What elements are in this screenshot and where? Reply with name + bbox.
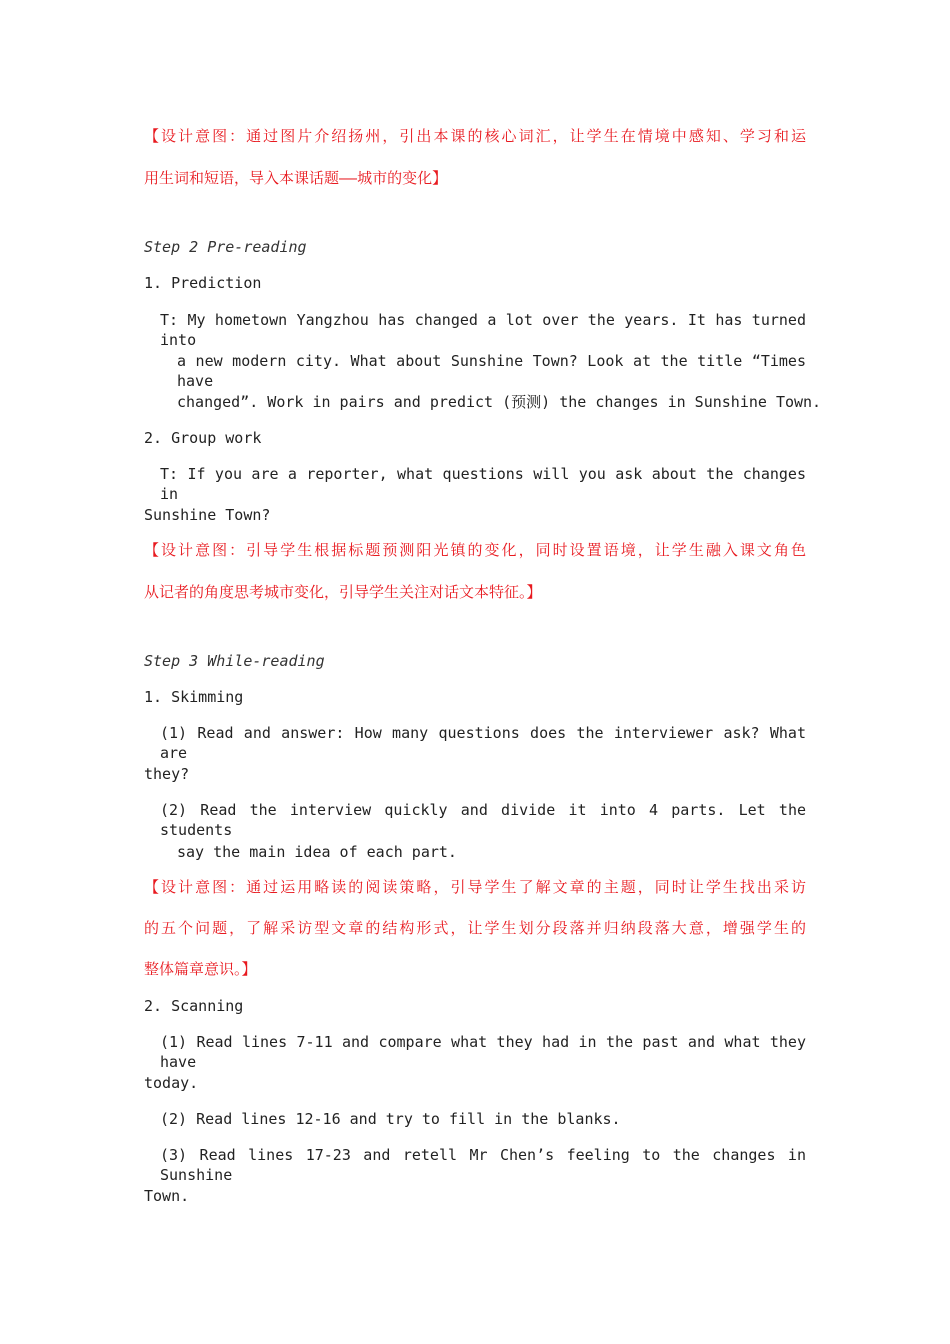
scanning-item-2: (2) Read lines 12-16 and try to fill in the blanks.	[160, 1110, 621, 1128]
scanning-item-3-line-2: Town.	[144, 1187, 190, 1205]
skimming-title: 1. Skimming	[144, 688, 244, 706]
design-intent-3-line-3: 整体篇章意识。】	[144, 960, 257, 978]
step-2-heading: Step 2 Pre-reading	[144, 238, 307, 256]
skimming-question-2-line-1: (2) Read the interview quickly and divide it into 4 parts. Let the students	[160, 801, 806, 839]
scanning-item-1-line-1: (1) Read lines 7-11 and compare what they had in the past and what they have	[160, 1033, 806, 1071]
group-work-text-line-2: Sunshine Town?	[144, 506, 271, 524]
design-intent-3-line-2: 的五个问题，了解采访型文章的结构形式，让学生划分段落并归纳段落大意，增强学生的	[144, 919, 806, 937]
design-intent-2-line-1: 【设计意图：引导学生根据标题预测阳光镇的变化，同时设置语境，让学生融入课文角色	[144, 541, 806, 559]
design-intent-1-line-2: 用生词和短语，导入本课话题——城市的变化】	[144, 169, 448, 187]
prediction-title: 1. Prediction	[144, 274, 262, 292]
skimming-question-1-line-2: they?	[144, 765, 190, 783]
prediction-text-line-2: a new modern city. What about Sunshine Town? Look at the title “Times have	[177, 352, 806, 390]
skimming-question-2-line-2: say the main idea of each part.	[177, 843, 457, 861]
prediction-text-line-1: T: My hometown Yangzhou has changed a lot over the years. It has turned into	[160, 311, 806, 349]
scanning-item-3-line-1: (3) Read lines 17-23 and retell Mr Chen’s feeling to the changes in Sunshine	[160, 1146, 806, 1184]
design-intent-3-line-1: 【设计意图：通过运用略读的阅读策略，引导学生了解文章的主题，同时让学生找出采访	[144, 878, 806, 896]
prediction-text-line-3: changed”. Work in pairs and predict (预测) the changes in Sunshine Town.	[177, 393, 822, 411]
scanning-title: 2. Scanning	[144, 997, 244, 1015]
scanning-item-1-line-2: today.	[144, 1074, 199, 1092]
skimming-question-1-line-1: (1) Read and answer: How many questions does the interviewer ask? What are	[160, 724, 806, 762]
design-intent-2-line-2: 从记者的角度思考城市变化，引导学生关注对话文本特征。】	[144, 583, 542, 601]
design-intent-1-line-1: 【设计意图：通过图片介绍扬州，引出本课的核心词汇，让学生在情境中感知、学习和运	[144, 127, 806, 145]
group-work-text-line-1: T: If you are a reporter, what questions will you ask about the changes in	[160, 465, 806, 503]
step-3-heading: Step 3 While-reading	[144, 652, 325, 670]
group-work-title: 2. Group work	[144, 429, 262, 447]
